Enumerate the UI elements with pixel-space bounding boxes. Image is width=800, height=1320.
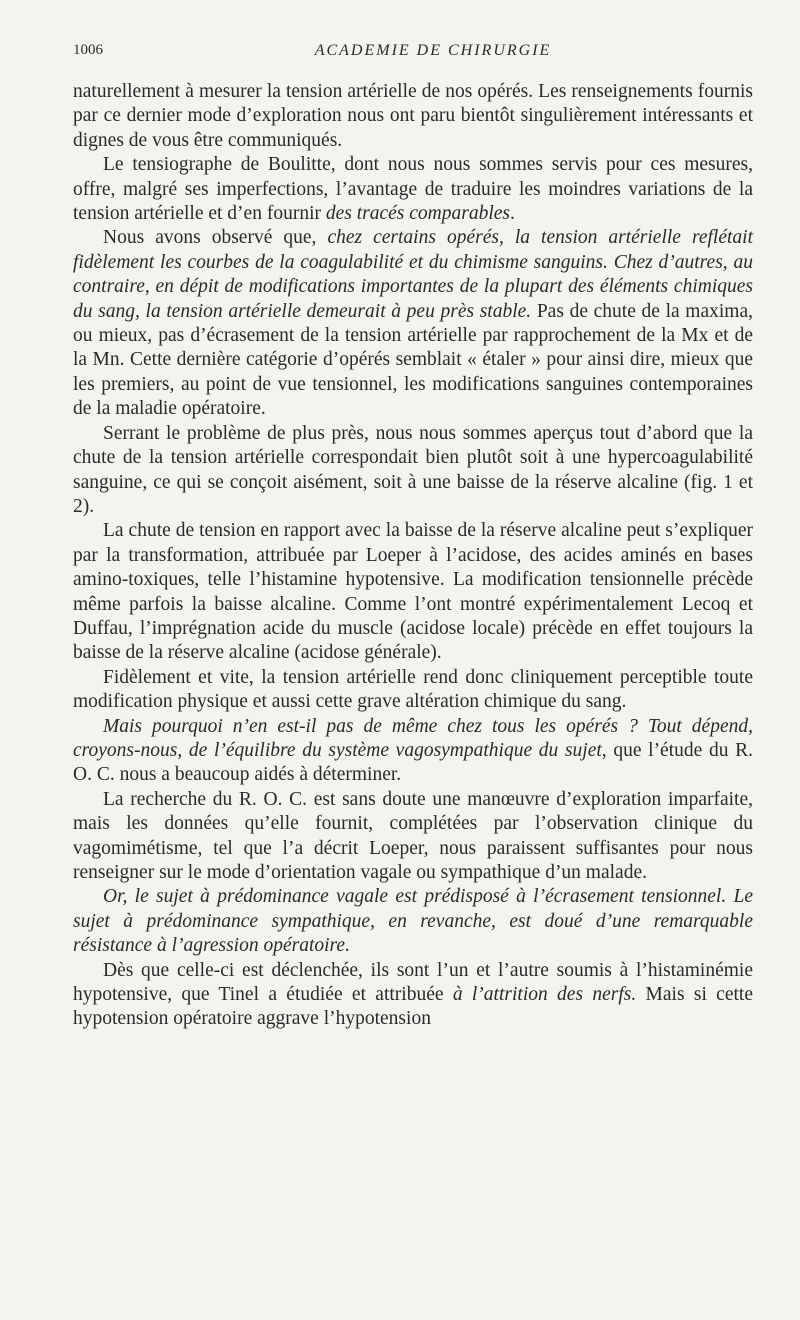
text-run: Nous avons observé que, <box>103 227 328 249</box>
italic-text: à l’attrition des nerfs. <box>452 984 637 1006</box>
text-run: Fidèlement et vite, la tension artérielle rend donc cliniquement perceptible toute modification physique et aussi cette grave altération chimique du sang. <box>73 666 753 713</box>
document-page <box>73 38 753 1032</box>
text-run: La chute de tension en rapport avec la baisse de la réserve alcaline peut s’expliquer par la transformation, attribuée par Loeper à l’acidose, des acides aminés en bases amino-toxiques, telle l’histamine hypotensive. La modification tensionnelle précède même parfois la baisse alcaline. Comme l’ont montré expérimentalement Lecoq et Duffau, l’imprégnation acide du muscle (acidose locale) précède en effet toujours la baisse de la réserve alcaline (acidose générale). <box>73 520 753 664</box>
paragraph <box>73 666 753 715</box>
page-header <box>73 38 753 68</box>
paragraph <box>73 885 753 958</box>
page-number: 1006 <box>73 42 103 58</box>
text-run: naturellement à mesurer la tension artérielle de nos opérés. Les renseignements fournis par ce dernier mode d’exploration nous ont paru bientôt singulièrement intéressants et dignes de vous être communiqués. <box>73 81 753 151</box>
italic-text: chez certains opérés, la tension artérielle reflétait fidèlement les courbes de la coagulabilité et du chimisme sanguins. Chez d’autres, au contraire, en dépit de modifications importantes de la plupart des éléments chimiques du sang, la tension artérielle demeurait à peu près stable. <box>73 227 753 322</box>
italic-text: des tracés comparables <box>325 203 510 225</box>
paragraph <box>73 788 753 886</box>
text-run: Pas de chute de la maxima, ou mieux, pas d’écrasement de la tension artérielle par rapprochement de la Mx et de la Mn. Cette dernière catégorie d’opérés semblait « étaler » pour ainsi dire, mieux que les premiers, au point de vue tensionnel, les modifications sanguines contemporaines de la maladie opératoire. <box>73 300 753 420</box>
italic-text: Mais pourquoi n’en est-il pas de même chez tous les opérés ? Tout dépend, croyons-nous, de l’équilibre du système vagosympathique du sujet <box>73 715 753 761</box>
paragraph <box>73 715 753 788</box>
paragraph <box>73 959 753 1032</box>
paragraph <box>73 519 753 665</box>
paragraph <box>73 153 753 226</box>
text-run: Mais si cette hypotension opératoire aggrave l’hypotension <box>73 984 753 1030</box>
text-run: , que l’étude du R. O. C. nous a beaucoup aidés à déterminer. <box>73 739 753 786</box>
italic-text: Or, le sujet à prédominance vagale est prédisposé à l’écrasement tensionnel. Le sujet à prédominance sympathique, en revanche, est doué d’une remarquable résistance à l’agression opératoire. <box>73 886 753 957</box>
text-run: Serrant le problème de plus près, nous nous sommes aperçus tout d’abord que la chute de la tension artérielle correspondait bien plutôt soit à une hypercoagulabilité sanguine, ce qui se conçoit aisément, soit à une baisse de la réserve alcaline (fig. 1 et 2). <box>73 422 753 517</box>
text-run: Le tensiographe de Boulitte, dont nous nous sommes servis pour ces mesures, offre, malgré ses imperfections, l’avantage de traduire les moindres variations de la tension artérielle et d’en fournir <box>73 154 753 225</box>
paragraph <box>73 226 753 421</box>
text-run: . <box>510 203 515 225</box>
running-title: ACADEMIE DE CHIRURGIE <box>314 42 552 59</box>
paragraph <box>73 80 753 153</box>
text-run: Dès que celle-ci est déclenchée, ils sont l’un et l’autre soumis à l’histaminémie hypotensive, que Tinel a étudiée et attribuée <box>73 959 753 1006</box>
body-text <box>73 80 753 1032</box>
paragraph <box>73 422 753 520</box>
text-run: La recherche du R. O. C. est sans doute une manœuvre d’exploration imparfaite, mais les données qu’elle fournit, complétées par l’observation clinique du vagomimétisme, tel que l’a décrit Loeper, nous paraissent suffisantes pour nous renseigner sur le mode d’orientation vagale ou sympathique d’un malade. <box>73 788 753 883</box>
